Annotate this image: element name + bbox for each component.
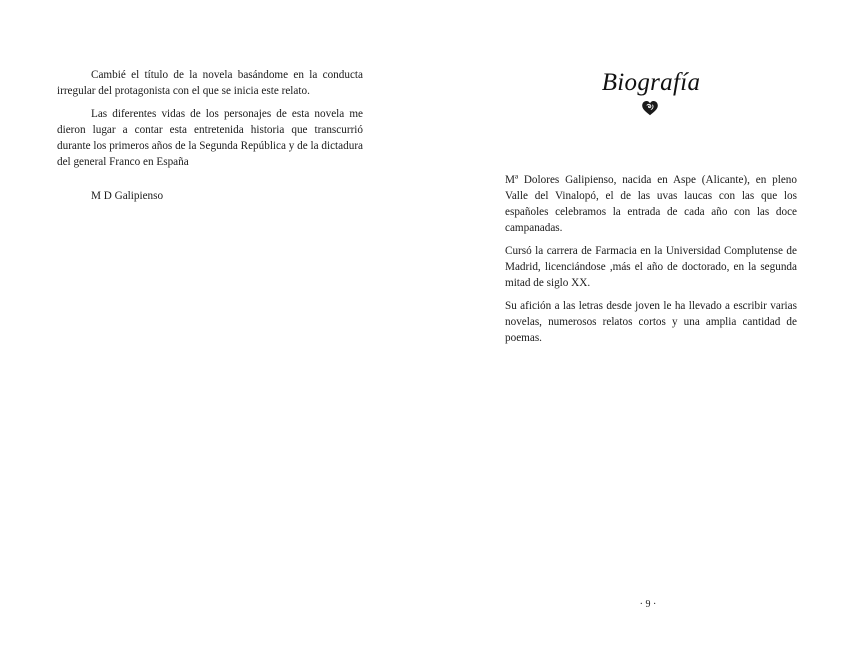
biography-paragraph-1: Mª Dolores Galipienso, nacida en Aspe (Alicante), en pleno Valle del Vinalopó, el de las uvas laucas con las que los españoles celebramos la entrada de cada año con las doce campanadas. <box>505 174 797 234</box>
biography-text-column <box>505 172 797 353</box>
biography-paragraph-2: Cursó la carrera de Farmacia en la Universidad Complutense de Madrid, licenciándose ,más el año de doctorado, en la segunda mitad de siglo XX. <box>505 245 797 289</box>
heart-fleuron-icon <box>641 100 659 116</box>
left-paragraph-1: Cambié el título de la novela basándome en la conducta irregular del protagonista con el que se inicia este relato. <box>57 69 363 97</box>
page-number: · 9 · <box>639 599 657 610</box>
author-signature: M D Galipienso <box>91 190 164 202</box>
left-page-text-column <box>57 67 363 211</box>
biography-paragraph-3: Su afición a las letras desde joven le ha llevado a escribir varias novelas, numerosos relatos cortos y una amplia cantidad de poemas. <box>505 300 797 344</box>
chapter-heading <box>433 68 867 116</box>
right-page <box>433 0 867 652</box>
chapter-title: Biografía <box>601 69 701 96</box>
left-paragraph-2: Las diferentes vidas de los personajes de esta novela me dieron lugar a contar esta entretenida historia que transcurrió durante los primeros años de la Segunda República y de la dictadura del general Franco en España <box>57 108 364 168</box>
left-page <box>0 0 433 652</box>
